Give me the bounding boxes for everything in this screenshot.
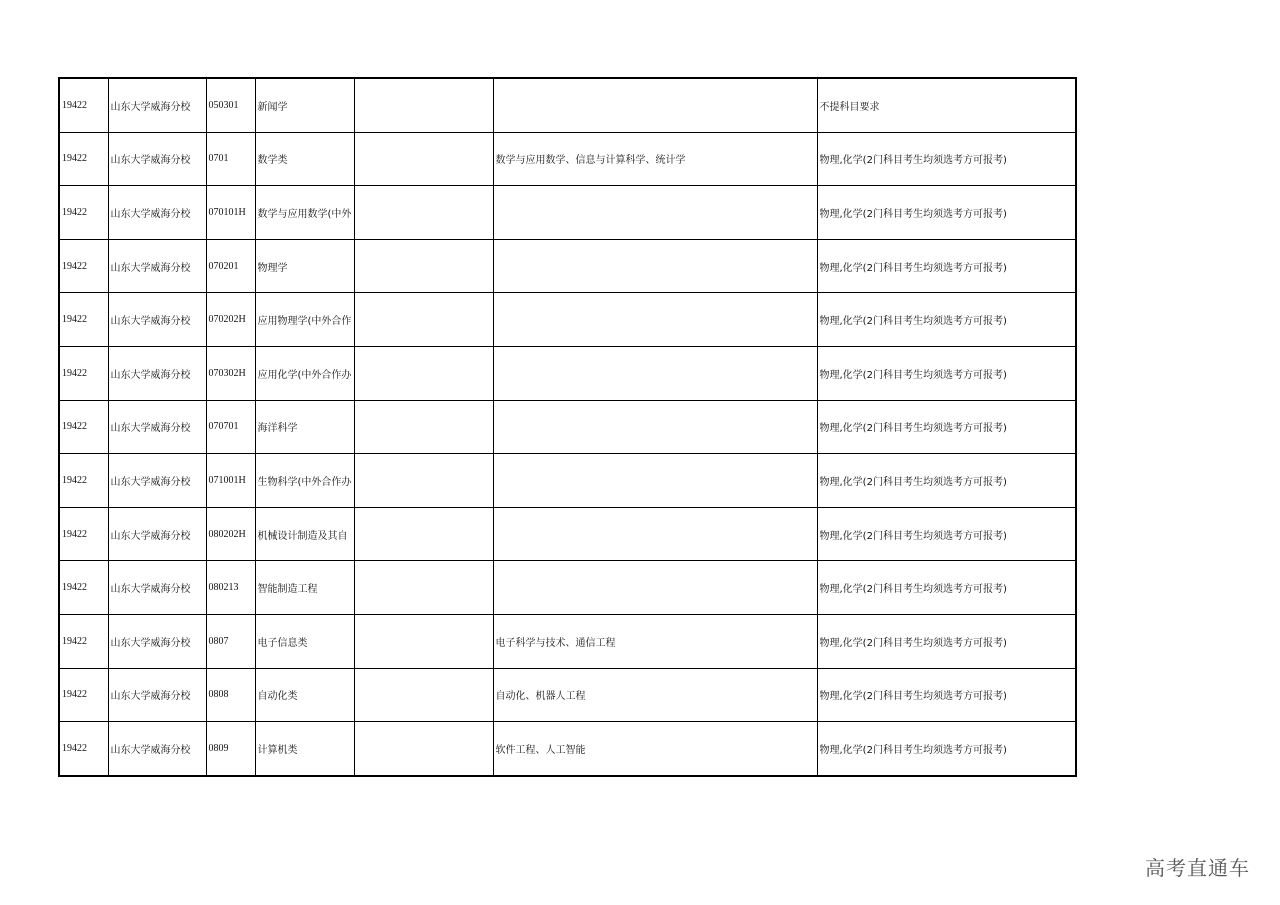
school-name-cell: 山东大学威海分校 (108, 186, 206, 240)
table-row (59, 668, 1076, 722)
school-name-cell: 山东大学威海分校 (108, 561, 206, 615)
table-row (59, 561, 1076, 615)
included-majors-cell: 电子科学与技术、通信工程 (493, 614, 817, 668)
major-name-cell: 机械设计制造及其自 (255, 507, 354, 561)
school-name-cell: 山东大学威海分校 (108, 239, 206, 293)
included-majors-cell: 自动化、机器人工程 (493, 668, 817, 722)
subject-requirement-cell: 物理,化学(2门科目考生均须选考方可报考) (817, 507, 1076, 561)
major-name-cell: 数学类 (255, 132, 354, 186)
school-code-cell: 19422 (59, 614, 108, 668)
major-code-cell: 0808 (206, 668, 255, 722)
subject-requirement-cell: 物理,化学(2门科目考生均须选考方可报考) (817, 561, 1076, 615)
school-code-cell: 19422 (59, 132, 108, 186)
school-code-cell: 19422 (59, 668, 108, 722)
major-code-cell: 070701 (206, 400, 255, 454)
school-code-cell: 19422 (59, 561, 108, 615)
school-name-cell: 山东大学威海分校 (108, 293, 206, 347)
note-cell (354, 454, 493, 508)
major-code-cell: 050301 (206, 78, 255, 132)
table-row (59, 132, 1076, 186)
school-code-cell: 19422 (59, 78, 108, 132)
table-row (59, 293, 1076, 347)
school-code-cell: 19422 (59, 400, 108, 454)
table-body (59, 78, 1076, 776)
note-cell (354, 668, 493, 722)
school-code-cell: 19422 (59, 293, 108, 347)
note-cell (354, 400, 493, 454)
major-name-cell: 海洋科学 (255, 400, 354, 454)
subject-requirement-cell: 物理,化学(2门科目考生均须选考方可报考) (817, 400, 1076, 454)
included-majors-cell (493, 400, 817, 454)
school-code-cell: 19422 (59, 507, 108, 561)
major-code-cell: 070201 (206, 239, 255, 293)
major-code-cell: 0701 (206, 132, 255, 186)
subject-requirement-cell: 物理,化学(2门科目考生均须选考方可报考) (817, 454, 1076, 508)
table-row (59, 454, 1076, 508)
table-row (59, 78, 1076, 132)
included-majors-cell (493, 186, 817, 240)
school-name-cell: 山东大学威海分校 (108, 507, 206, 561)
major-name-cell: 电子信息类 (255, 614, 354, 668)
table-row (59, 614, 1076, 668)
note-cell (354, 78, 493, 132)
major-code-cell: 0807 (206, 614, 255, 668)
included-majors-cell (493, 507, 817, 561)
major-name-cell: 新闻学 (255, 78, 354, 132)
major-name-cell: 自动化类 (255, 668, 354, 722)
major-name-cell: 物理学 (255, 239, 354, 293)
subject-requirement-cell: 物理,化学(2门科目考生均须选考方可报考) (817, 614, 1076, 668)
school-code-cell: 19422 (59, 722, 108, 776)
subject-requirement-cell: 不提科目要求 (817, 78, 1076, 132)
major-name-cell: 数学与应用数学(中外 (255, 186, 354, 240)
major-code-cell: 080213 (206, 561, 255, 615)
major-code-cell: 070202H (206, 293, 255, 347)
note-cell (354, 561, 493, 615)
table-row (59, 239, 1076, 293)
school-name-cell: 山东大学威海分校 (108, 722, 206, 776)
school-name-cell: 山东大学威海分校 (108, 78, 206, 132)
major-code-cell: 071001H (206, 454, 255, 508)
included-majors-cell: 数学与应用数学、信息与计算科学、统计学 (493, 132, 817, 186)
included-majors-cell: 软件工程、人工智能 (493, 722, 817, 776)
major-name-cell: 智能制造工程 (255, 561, 354, 615)
school-name-cell: 山东大学威海分校 (108, 132, 206, 186)
table-row (59, 400, 1076, 454)
table-row (59, 346, 1076, 400)
major-name-cell: 应用物理学(中外合作 (255, 293, 354, 347)
included-majors-cell (493, 346, 817, 400)
school-name-cell: 山东大学威海分校 (108, 668, 206, 722)
note-cell (354, 239, 493, 293)
major-code-cell: 070101H (206, 186, 255, 240)
school-name-cell: 山东大学威海分校 (108, 400, 206, 454)
subject-requirement-cell: 物理,化学(2门科目考生均须选考方可报考) (817, 346, 1076, 400)
note-cell (354, 293, 493, 347)
school-code-cell: 19422 (59, 454, 108, 508)
table-row (59, 722, 1076, 776)
school-code-cell: 19422 (59, 346, 108, 400)
subject-requirement-cell: 物理,化学(2门科目考生均须选考方可报考) (817, 668, 1076, 722)
subject-requirement-cell: 物理,化学(2门科目考生均须选考方可报考) (817, 293, 1076, 347)
subject-requirement-cell: 物理,化学(2门科目考生均须选考方可报考) (817, 132, 1076, 186)
included-majors-cell (493, 239, 817, 293)
included-majors-cell (493, 293, 817, 347)
note-cell (354, 346, 493, 400)
school-name-cell: 山东大学威海分校 (108, 346, 206, 400)
included-majors-cell (493, 561, 817, 615)
table-row (59, 507, 1076, 561)
major-name-cell: 生物科学(中外合作办 (255, 454, 354, 508)
included-majors-cell (493, 454, 817, 508)
note-cell (354, 614, 493, 668)
watermark-text: 高考直通车 (1145, 856, 1250, 880)
note-cell (354, 722, 493, 776)
included-majors-cell (493, 78, 817, 132)
school-code-cell: 19422 (59, 186, 108, 240)
school-code-cell: 19422 (59, 239, 108, 293)
major-code-cell: 070302H (206, 346, 255, 400)
note-cell (354, 186, 493, 240)
school-name-cell: 山东大学威海分校 (108, 614, 206, 668)
school-name-cell: 山东大学威海分校 (108, 454, 206, 508)
major-name-cell: 计算机类 (255, 722, 354, 776)
note-cell (354, 507, 493, 561)
major-code-cell: 0809 (206, 722, 255, 776)
subject-requirement-cell: 物理,化学(2门科目考生均须选考方可报考) (817, 239, 1076, 293)
requirements-table (58, 77, 1077, 777)
subject-requirement-cell: 物理,化学(2门科目考生均须选考方可报考) (817, 186, 1076, 240)
subject-requirement-cell: 物理,化学(2门科目考生均须选考方可报考) (817, 722, 1076, 776)
note-cell (354, 132, 493, 186)
table-row (59, 186, 1076, 240)
major-code-cell: 080202H (206, 507, 255, 561)
major-name-cell: 应用化学(中外合作办 (255, 346, 354, 400)
